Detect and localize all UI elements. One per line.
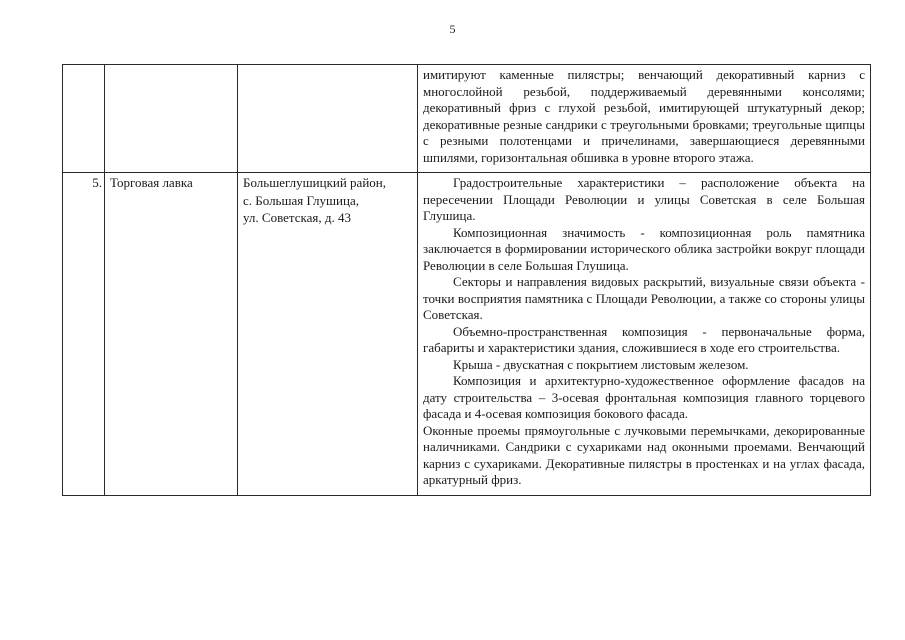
description-paragraph-composition-significance: Композиционная значимость - композиционная роль памятника заключается в формировании исторического облика застройки вокруг площади Революции в селе Большая Глушица. bbox=[423, 224, 865, 273]
description-paragraph-facades: Композиция и архитектурно-художественное оформление фасадов на дату строительства – 3-осевая фронтальная композиция главного торцевого фасада и 4-осевая композиция бокового фасада. bbox=[423, 373, 865, 421]
object-description-cell bbox=[418, 173, 871, 496]
heritage-objects-table bbox=[62, 64, 871, 496]
address-line-settlement: с. Большая Глушица, bbox=[243, 192, 359, 208]
row-number-cell: 5. bbox=[63, 173, 105, 496]
description-paragraph-windows: Оконные проемы прямоугольные с лучковыми перемычками, декорированные наличниками. Сандрики с сухариками над оконными проемами. Венчающий карниз с сухариками. Декоративные пилястры в простенках и на углах фасада, аркатурный фриз. bbox=[423, 422, 865, 487]
object-address-cell bbox=[238, 65, 418, 173]
object-description-cell bbox=[418, 65, 871, 173]
row-number-cell bbox=[63, 65, 105, 173]
address-line-district: Большеглушицкий район, bbox=[243, 175, 386, 190]
table-row-continuation bbox=[63, 65, 871, 173]
description-paragraph-roof: Крыша - двускатная с покрытием листовым железом. bbox=[453, 356, 749, 372]
object-name-cell: Торговая лавка bbox=[105, 173, 238, 496]
page-number: 5 bbox=[449, 22, 456, 36]
description-continuation: имитируют каменные пилястры; венчающий декоративный карниз с многослойной резьбой, поддерживаемый деревянными консолями; декоративный фриз с глухой резьбой, имитирующей штукатурный декор; декоративные резные сандрики с треугольными бровками; треугольные щипцы с резными полотенцами и причелинами, завершающиеся деревянными шпилями, горизонтальная обшивка в уровне второго этажа. bbox=[423, 67, 865, 165]
object-address-cell bbox=[238, 173, 418, 496]
description-paragraph-volume: Объемно-пространственная композиция - первоначальные форма, габариты и характеристики здания, сложившиеся в ходе его строительства. bbox=[423, 323, 865, 355]
table-row-5 bbox=[63, 173, 871, 496]
address-line-street: ул. Советская, д. 43 bbox=[243, 210, 352, 225]
description-paragraph-urban: Градостроительные характеристики – расположение объекта на пересечении Площади Революции и улицы Советская в селе Большая Глушица. bbox=[423, 175, 865, 223]
object-name-cell bbox=[105, 65, 238, 173]
description-paragraph-view-sectors: Секторы и направления видовых раскрытий, визуальные связи объекта - точки восприятия памятника с Площади Революции, а также со стороны улицы Советская. bbox=[423, 274, 865, 322]
